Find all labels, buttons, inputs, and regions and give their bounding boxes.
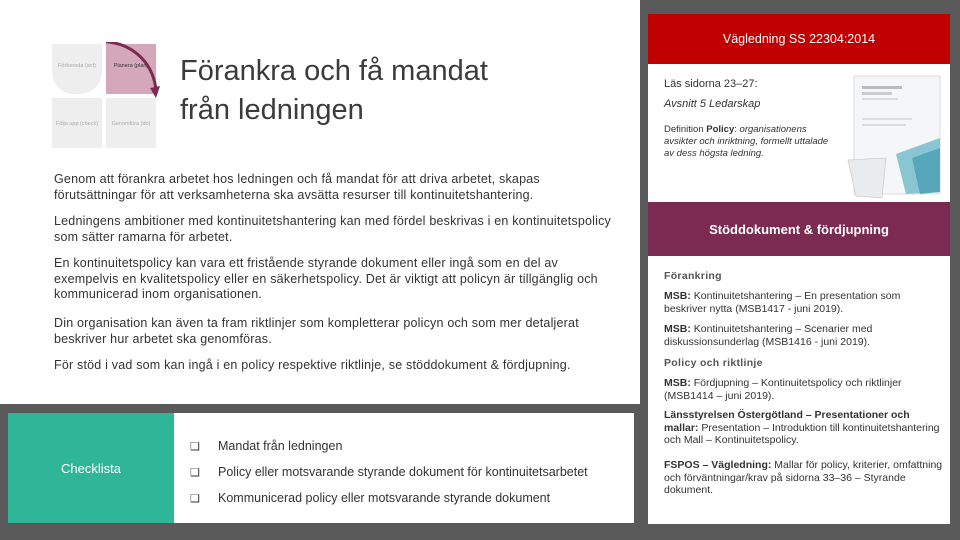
sidebar	[640, 0, 960, 540]
paragraph-ambition: Ledningens ambitioner med kontinuitetshantering kan med fördel beskrivas i en kontinuitetspolicy som sätter ramarna för arbetet.	[54, 214, 612, 244]
definition-term: Policy	[706, 124, 735, 135]
reference-item[interactable]: MSB: Kontinuitetshantering – En presentation som beskriver nytta (MSB1417 - juni 2019).	[664, 290, 901, 315]
definition-text: organisationens avsikter och inriktning, formellt uttalade av dess högsta ledning.	[664, 124, 829, 159]
page-title-line2: från ledningen	[180, 94, 364, 126]
checklist-item[interactable]	[190, 465, 588, 479]
support-header-text: Stöddokument & fördjupning	[709, 222, 889, 237]
checklist-item[interactable]	[190, 491, 550, 505]
paragraph-support-ref: För stöd i vad som kan ingå i en policy respektive riktlinje, se stöddokument & fördjupning.	[54, 358, 571, 372]
guide-header-text: Vägledning SS 22304:2014	[722, 32, 876, 46]
pdca-cycle-diagram	[50, 42, 160, 152]
page-title-line1: Förankra och få mandat	[180, 55, 488, 87]
guide-read-pages: Läs sidorna 23–27:	[664, 78, 758, 90]
cycle-label-do: Genomföra (do)	[111, 121, 151, 127]
guide-header	[648, 14, 950, 64]
checklist-panel	[8, 413, 634, 523]
checklist-item-text: Kommunicerad policy eller motsvarande styrande dokument	[218, 491, 551, 505]
cycle-label-act: Förbereda (act)	[58, 63, 96, 69]
cycle-label-plan: Planera (plan)	[113, 63, 149, 69]
paragraph-guidelines: Din organisation kan även ta fram riktlinjer som kompletterar policyn och som mer detaljerat beskriver hur arbetet ska genomföras.	[54, 316, 579, 346]
checkbox-icon[interactable]: ❑	[190, 492, 200, 505]
main-panel	[0, 0, 640, 404]
section-label-policy: Policy och riktlinje	[664, 357, 763, 369]
reference-item[interactable]: Länsstyrelsen Östergötland – Presentationer och mallar: Presentation – Introduktion till kontinuitetshantering och Mall – Kontinuitetspolicy.	[664, 409, 940, 446]
checkbox-icon[interactable]: ❑	[190, 466, 200, 479]
reference-item[interactable]: FSPOS – Vägledning: Mallar för policy, kriterier, omfattning och förväntningar/krav på sidorna 33–36 – Styrande dokument.	[664, 459, 943, 496]
support-header	[648, 202, 950, 256]
checklist-label: Checklista	[8, 413, 174, 523]
checklist-item[interactable]	[190, 439, 342, 453]
reference-item[interactable]: MSB: Kontinuitetshantering – Scenarier med diskussionsunderlag (MSB1416 - juni 2019).	[664, 323, 873, 348]
cycle-label-check: Följa upp (check)	[55, 121, 99, 127]
paragraph-intro: Genom att förankra arbetet hos ledningen och få mandat för att driva arbetet, skapas förutsättningar för att verksamheterna ska avsätta resurser till kontinuitetshantering.	[54, 172, 540, 202]
paragraph-policy: En kontinuitetspolicy kan vara ett fristående styrande dokument eller ingå som en del av exempelvis en kvalitetspolicy eller en säkerhetspolicy. Det är viktigt att policyn är tillgänglig och kommunicerad inom organisationen.	[54, 256, 598, 301]
document-cover-image	[846, 74, 944, 200]
guide-section: Avsnitt 5 Ledarskap	[664, 98, 761, 110]
guide-definition: Definition Policy: organisationens avsikter och inriktning, formellt uttalade av dess högsta ledning.	[664, 124, 829, 159]
checkbox-icon[interactable]: ❑	[190, 440, 200, 453]
page-title	[180, 52, 580, 130]
checklist-item-text: Policy eller motsvarande styrande dokument för kontinuitetsarbetet	[218, 465, 588, 479]
section-label-anchoring: Förankring	[664, 270, 722, 282]
guide-panel	[648, 14, 950, 202]
support-panel	[648, 202, 950, 524]
checklist-item-text: Mandat från ledningen	[218, 439, 343, 453]
reference-item[interactable]: MSB: Fördjupning – Kontinuitetspolicy och riktlinjer (MSB1414 – juni 2019).	[664, 377, 902, 402]
